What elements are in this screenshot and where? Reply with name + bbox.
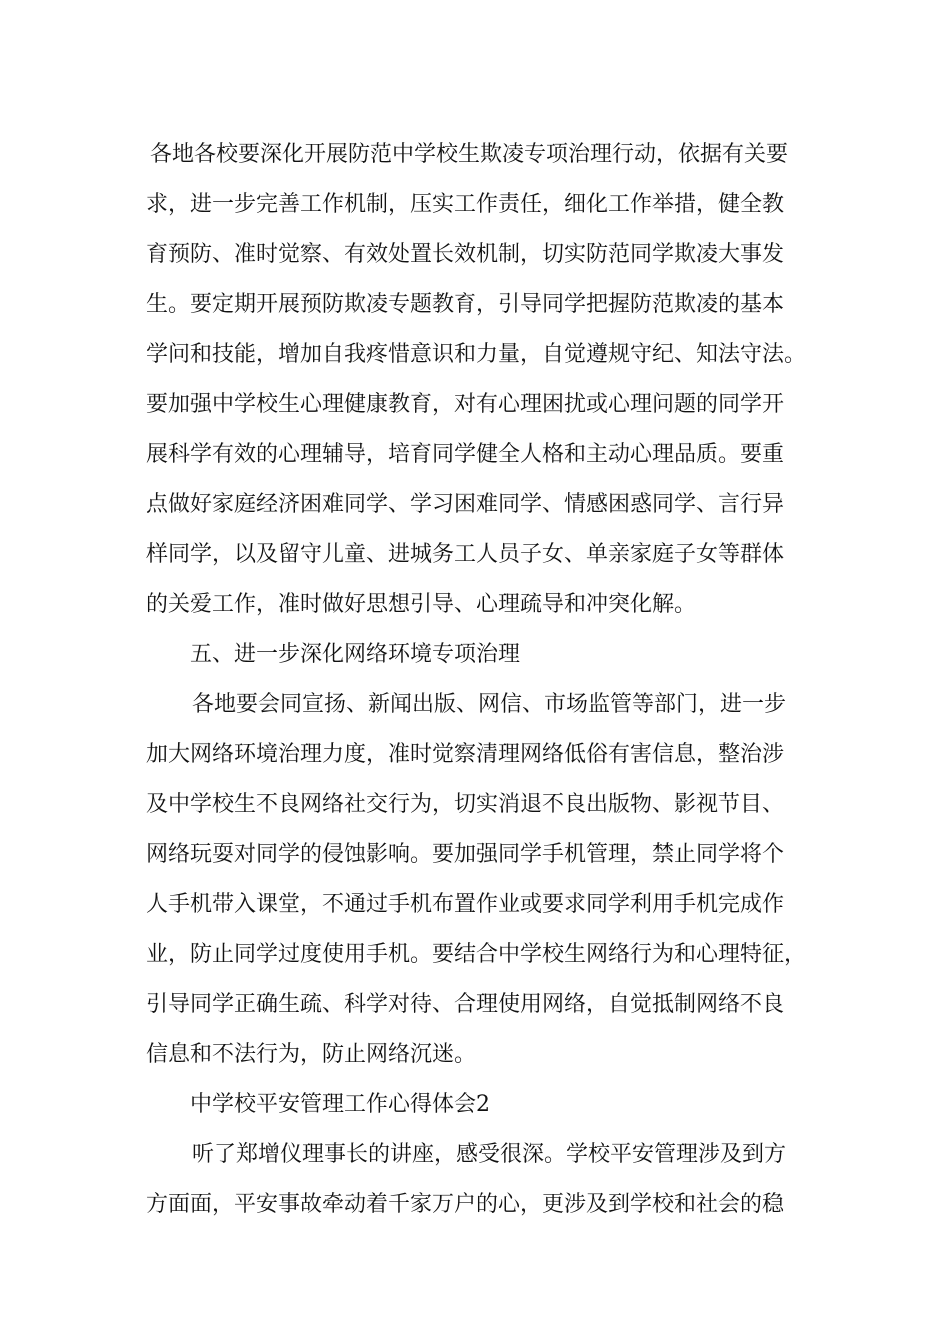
section-heading: 中学校平安管理工作心得体会2 [190,1092,490,1117]
paragraph-line: 的关爱工作，准时做好思想引导、心理疏导和冲突化解。 [146,592,697,617]
paragraph-line: 展科学有效的心理辅导，培育同学健全人格和主动心理品质。要重 [146,442,785,467]
paragraph-line: 各地要会同宣扬、新闻出版、网信、市场监管等部门，进一步 [192,692,787,717]
paragraph-line: 育预防、准时觉察、有效处置长效机制，切实防范同学欺凌大事发 [146,242,785,267]
paragraph-line: 生。要定期开展预防欺凌专题教育，引导同学把握防范欺凌的基本 [146,292,785,317]
paragraph-line: 听了郑增仪理事长的讲座，感受很深。学校平安管理涉及到方 [192,1142,787,1167]
paragraph-line: 及中学校生不良网络社交行为，切实消退不良出版物、影视节目、 [146,792,785,817]
paragraph-line: 方面面，平安事故牵动着千家万户的心，更涉及到学校和社会的稳 [146,1192,785,1217]
paragraph-line: 各地各校要深化开展防范中学校生欺凌专项治理行动，依据有关要 [150,142,789,167]
paragraph-line: 引导同学正确生疏、科学对待、合理使用网络，自觉抵制网络不良 [146,992,785,1017]
paragraph-line: 要加强中学校生心理健康教育，对有心理困扰或心理问题的同学开 [146,392,785,417]
section-heading: 五、进一步深化网络环境专项治理 [190,642,521,667]
paragraph-line: 网络玩耍对同学的侵蚀影响。要加强同学手机管理，禁止同学将个 [146,842,785,867]
paragraph-line: 业，防止同学过度使用手机。要结合中学校生网络行为和心理特征， [146,942,807,967]
paragraph-line: 求，进一步完善工作机制，压实工作责任，细化工作举措，健全教 [146,192,785,217]
paragraph-line: 信息和不法行为，防止网络沉迷。 [146,1042,477,1067]
paragraph-line: 加大网络环境治理力度，准时觉察清理网络低俗有害信息，整治涉 [146,742,785,767]
paragraph-line: 学问和技能，增加自我疼惜意识和力量，自觉遵规守纪、知法守法。 [146,342,807,367]
paragraph-line: 点做好家庭经济困难同学、学习困难同学、情感困惑同学、言行异 [146,492,785,517]
paragraph-line: 人手机带入课堂，不通过手机布置作业或要求同学利用手机完成作 [146,892,785,917]
paragraph-line: 样同学，以及留守儿童、进城务工人员子女、单亲家庭子女等群体 [146,542,785,567]
